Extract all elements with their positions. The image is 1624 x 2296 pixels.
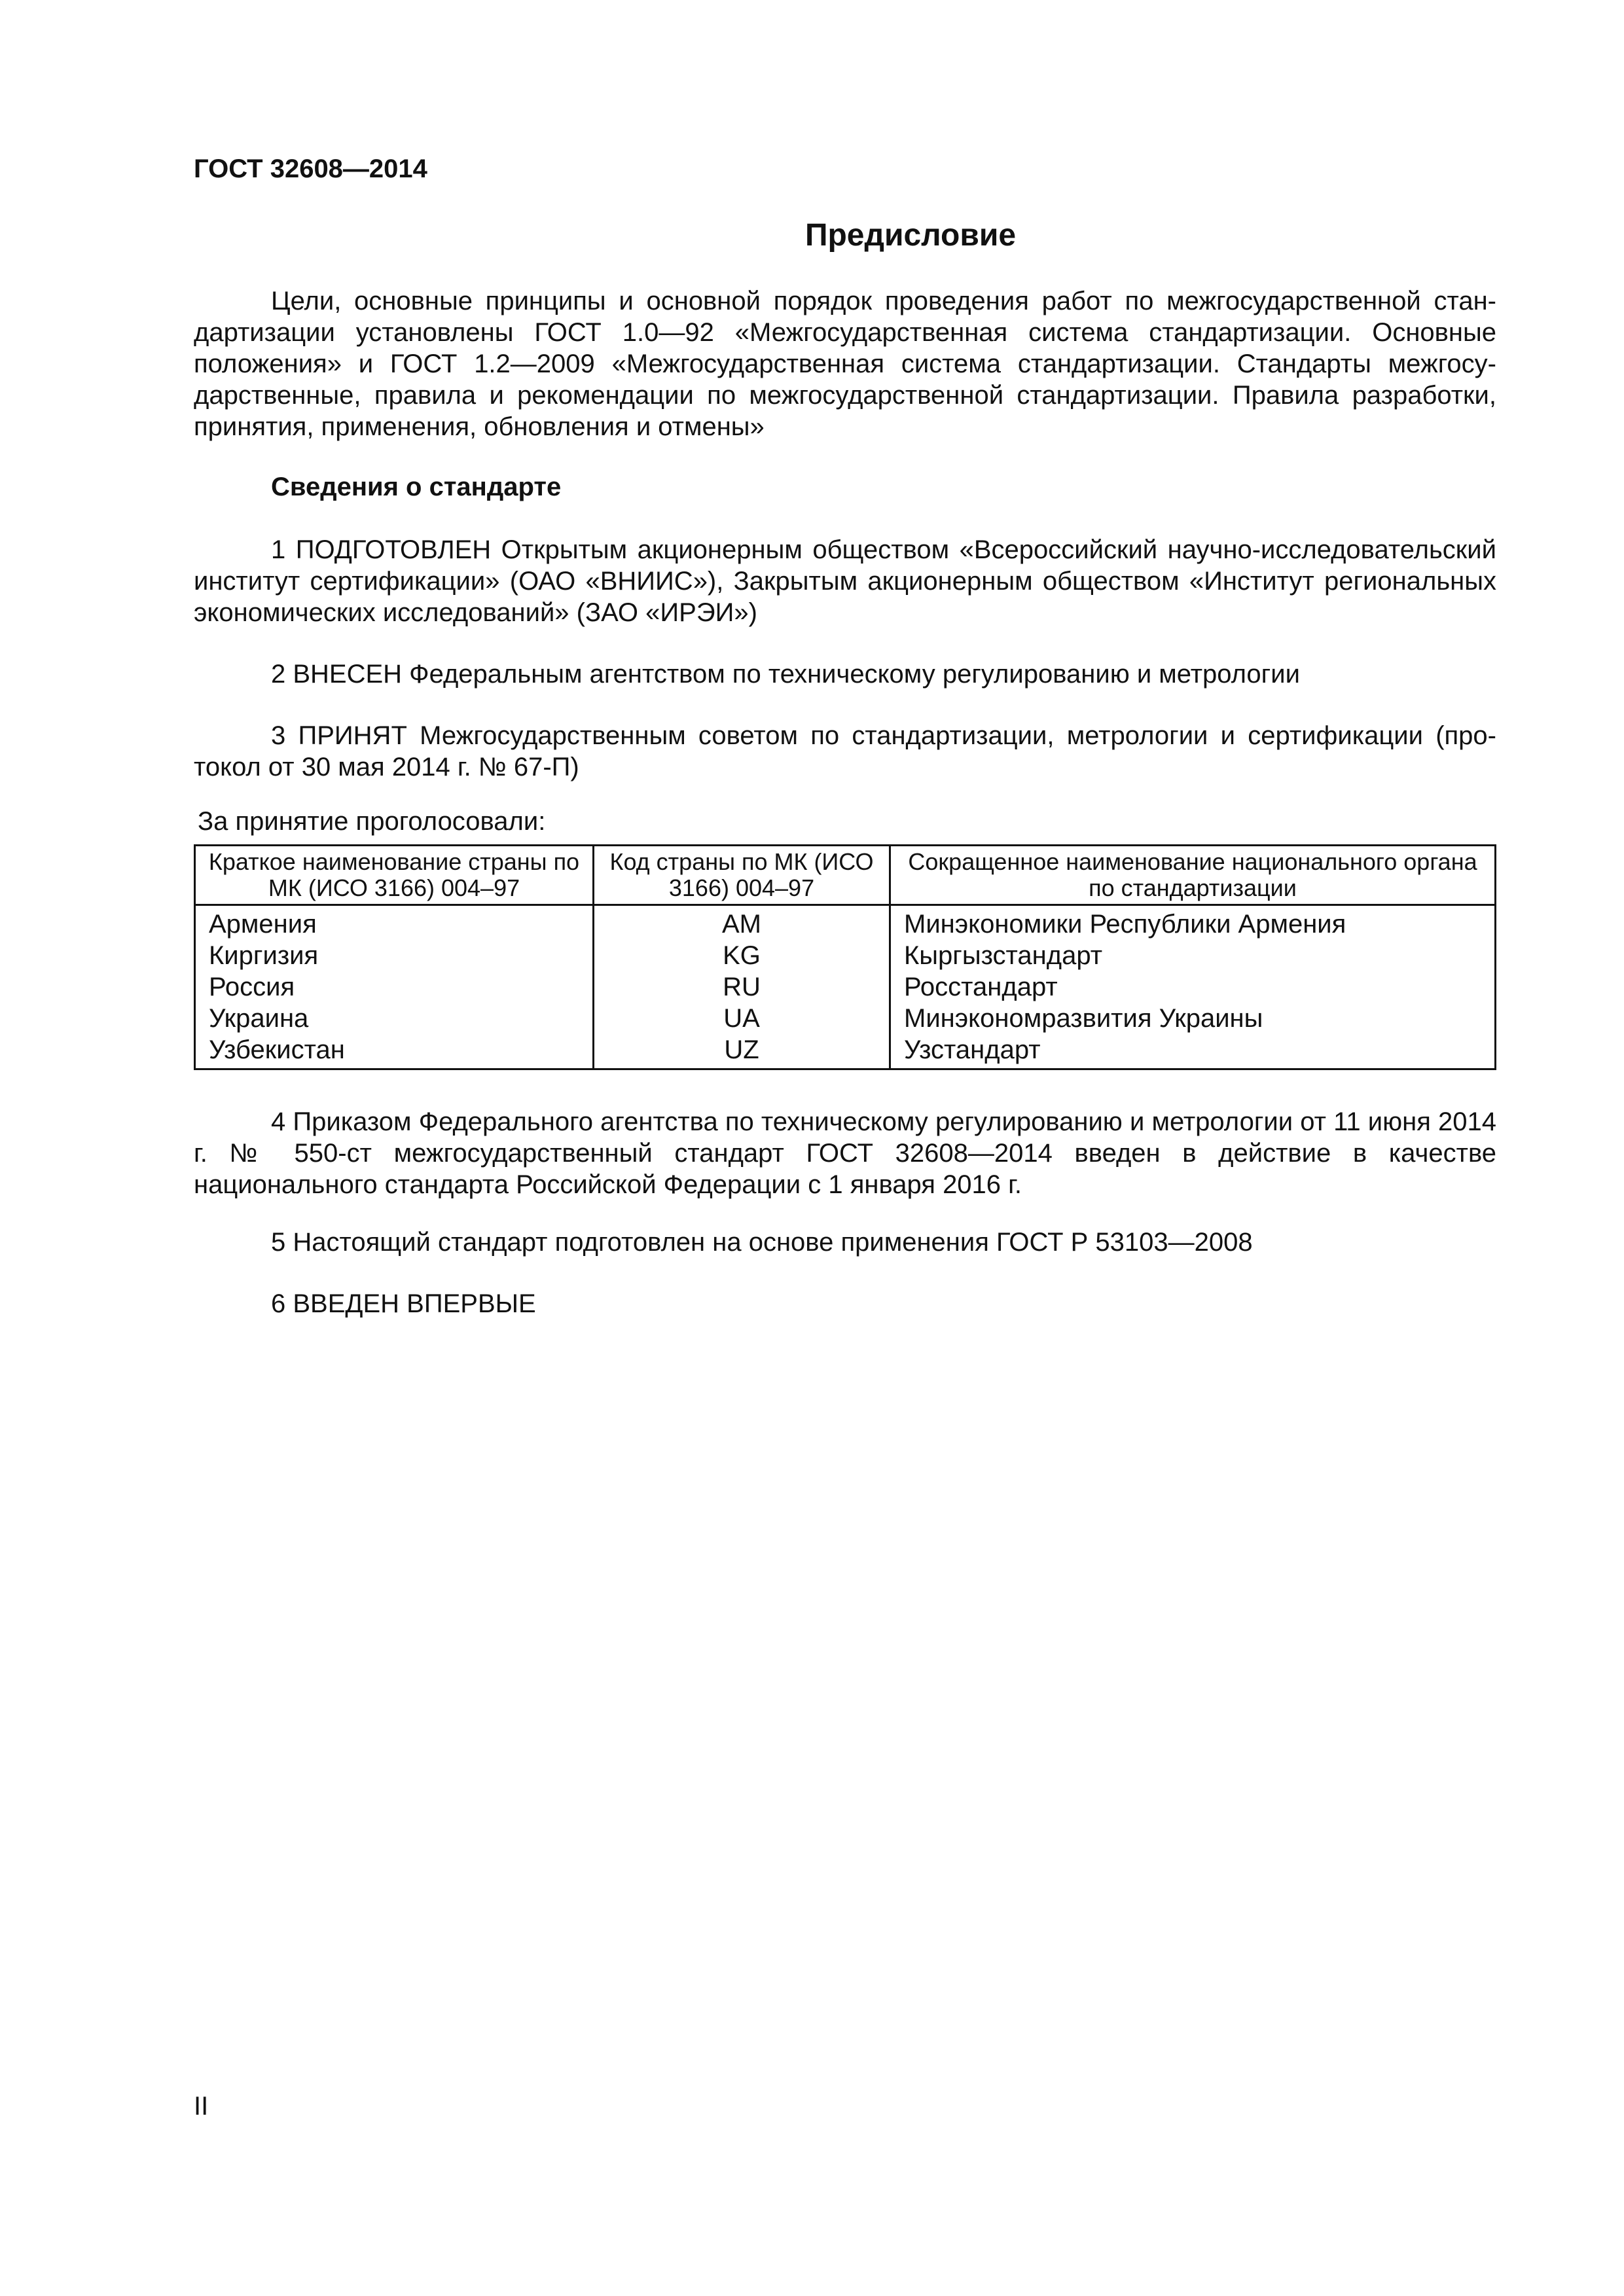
header-body: Сокращенное наименование национального органа по стандартизации [890, 846, 1496, 905]
cell-code: UZ [594, 1034, 890, 1069]
cell-code: RU [594, 971, 890, 1003]
cell-country: Киргизия [195, 940, 594, 971]
item-6-paragraph: 6 ВВЕДЕН ВПЕРВЫЕ [271, 1289, 536, 1318]
cell-body: Минэкономразвития Украины [890, 1003, 1496, 1034]
header-code: Код страны по МК (ИСО 3166) 004–97 [594, 846, 890, 905]
cell-country: Узбекистан [195, 1034, 594, 1069]
info-heading: Сведения о стандарте [271, 473, 562, 501]
item-2-paragraph: 2 ВНЕСЕН Федеральным агентством по техническому регулированию и метрологии [271, 660, 1300, 689]
item-4-paragraph: 4 Приказом Федерального агентства по техническому регулированию и метрологии от 11 июня 2014 г. № 550-ст межгосударственный стандарт ГОСТ 32608—2014 введен в действие в качестве национального стандарта Российской Федерации с 1 января 2016 г. [194, 1107, 1496, 1199]
vote-table [194, 844, 1496, 1070]
table-row [195, 905, 1496, 941]
table-caption: За принятие проголосовали: [198, 807, 546, 836]
table-row [195, 971, 1496, 1003]
item-3-paragraph: 3 ПРИНЯТ Межгосударственным советом по стандартизации, метрологии и сертификации (протокол от 30 мая 2014 г. № 67-П) [194, 721, 1496, 781]
cell-body: Узстандарт [890, 1034, 1496, 1069]
cell-code: AM [594, 905, 890, 941]
table-row [195, 940, 1496, 971]
page-title: Предисловие [804, 218, 1017, 253]
table-header-row [195, 846, 1496, 905]
cell-body: Росстандарт [890, 971, 1496, 1003]
cell-code: KG [594, 940, 890, 971]
cell-country: Россия [195, 971, 594, 1003]
page-number: II [194, 2092, 209, 2121]
table-row [195, 1034, 1496, 1069]
cell-body: Минэкономики Республики Армения [890, 905, 1496, 941]
item-1-paragraph: 1 ПОДГОТОВЛЕН Открытым акционерным обществом «Всероссийский научно-исследовательский институт сертификации» (ОАО «ВНИИС»), Закрытым акционерным обществом «Институт региональных экономических исследований» (ЗАО «ИРЭИ») [194, 535, 1496, 627]
cell-country: Армения [195, 905, 594, 941]
cell-country: Украина [195, 1003, 594, 1034]
table-row [195, 1003, 1496, 1034]
header-country: Краткое наименование страны по МК (ИСО 3166) 004–97 [195, 846, 594, 905]
cell-code: UA [594, 1003, 890, 1034]
intro-paragraph: Цели, основные принципы и основной порядок проведения работ по межгосударственной стандартизации установлены ГОСТ 1.0—92 «Межгосударственная система стандартизации. Основные положения» и ГОСТ 1.2—2009 «Межгосударственная система стандартизации. Стандарты межгосударственные, правила и рекомендации по межгосударственной стандартизации. Правила разработки, принятия, применения, обновления и отмены» [194, 287, 1496, 441]
document-id-header: ГОСТ 32608—2014 [194, 154, 427, 183]
item-5-paragraph: 5 Настоящий стандарт подготовлен на основе применения ГОСТ Р 53103—2008 [271, 1228, 1253, 1257]
cell-body: Кыргызстандарт [890, 940, 1496, 971]
